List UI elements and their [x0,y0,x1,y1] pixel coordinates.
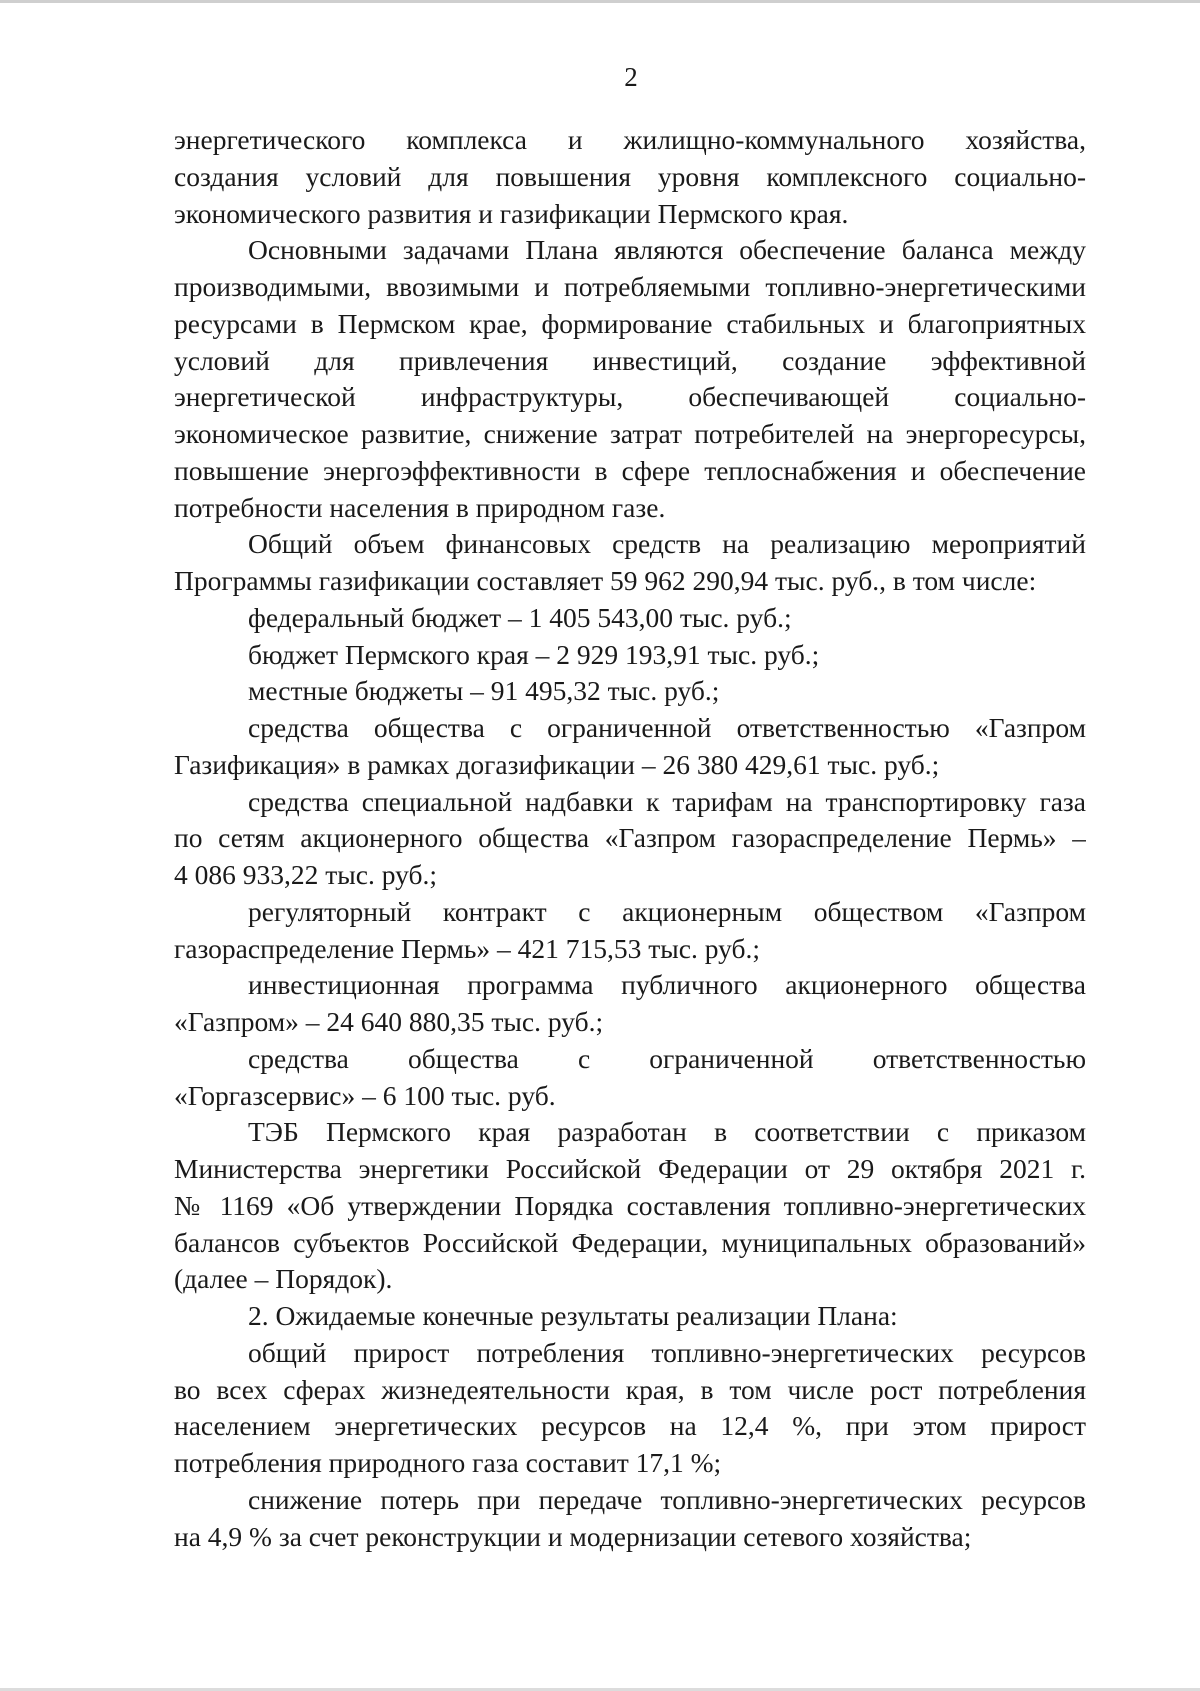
text-line: бюджет Пермского края – 2 929 193,91 тыс. руб.; [248,638,820,670]
text-line: «Газпром» – 24 640 880,35 тыс. руб.; [174,1006,604,1037]
text-line: балансов субъектов Российской Федерации, муниципальных образований» [174,1226,1086,1258]
text-line: Министерства энергетики Российской Федерации от 29 октября 2021 г. [174,1153,1086,1184]
text-line: экономическое развитие, снижение затрат потребителей на энергоресурсы, [174,418,1086,449]
text-line: средства общества с ограниченной ответственностью «Газпром [248,712,1086,743]
text-line: повышение энергоэффективности в сфере теплоснабжения и обеспечение [174,454,1086,486]
text-line: снижение потерь при передаче топливно-энергетических ресурсов [248,1483,1086,1515]
text-line: ТЭБ Пермского края разработан в соответствии с приказом [248,1116,1086,1148]
text-line: Общий объем финансовых средств на реализацию мероприятий [248,528,1086,560]
text-line: местные бюджеты – 91 495,32 тыс. руб.; [248,675,720,707]
page-number: 2 [624,62,638,92]
text-line: населением энергетических ресурсов на 12,4 %, при этом прирост [174,1410,1086,1442]
text-line: ресурсами в Пермском крае, формирование стабильных и благоприятных [174,307,1086,339]
text-line: энергетического комплекса и жилищно-коммунального хозяйства, [174,124,1086,155]
text-line: энергетической инфраструктуры, обеспечивающей социально- [174,381,1086,413]
text-line: Основными задачами Плана являются обеспечение баланса между [248,234,1086,266]
text-line: «Горгазсервис» – 6 100 тыс. руб. [174,1079,556,1111]
text-line: условий для привлечения инвестиций, создание эффективной [174,344,1086,376]
text-line: потребления природного газа составит 17,1 %; [174,1447,722,1478]
text-line: № 1169 «Об утверждении Порядка составления топливно-энергетических [174,1189,1086,1221]
document-body [174,122,1086,1555]
text-line: средства специальной надбавки к тарифам на транспортировку газа [248,785,1086,817]
text-line: создания условий для повышения уровня комплексного социально- [174,160,1086,192]
text-line: потребности населения в природном газе. [174,491,666,523]
text-line: 2. Ожидаемые конечные результаты реализации Плана: [248,1300,898,1331]
text-line: Программы газификации составляет 59 962 290,94 тыс. руб., в том числе: [174,565,1037,596]
text-line: на 4,9 % за счет реконструкции и модернизации сетевого хозяйства; [174,1520,972,1552]
text-line: общий прирост потребления топливно-энергетических ресурсов [248,1336,1086,1368]
text-line: инвестиционная программа публичного акционерного общества [248,969,1086,1001]
text-line: (далее – Порядок). [174,1263,393,1295]
scan-top-edge [0,0,1200,3]
text-line: 4 086 933,22 тыс. руб.; [174,859,437,890]
text-line: экономического развития и газификации Пермского края. [174,197,849,229]
text-line: газораспределение Пермь» – 421 715,53 тыс. руб.; [174,932,760,964]
text-line: регуляторный контракт с акционерным обществом «Газпром [248,895,1086,927]
text-line: во всех сферах жизнедеятельности края, в том числе рост потребления [174,1373,1086,1405]
text-line: федеральный бюджет – 1 405 543,00 тыс. руб.; [248,601,792,633]
text-line: по сетям акционерного общества «Газпром газораспределение Пермь» – [174,822,1086,854]
text-line: Газификация» в рамках догазификации – 26 380 429,61 тыс. руб.; [174,748,940,780]
text-line: средства общества с ограниченной ответственностью [248,1042,1086,1074]
text-line: производимыми, ввозимыми и потребляемыми топливно-энергетическими [174,271,1086,302]
